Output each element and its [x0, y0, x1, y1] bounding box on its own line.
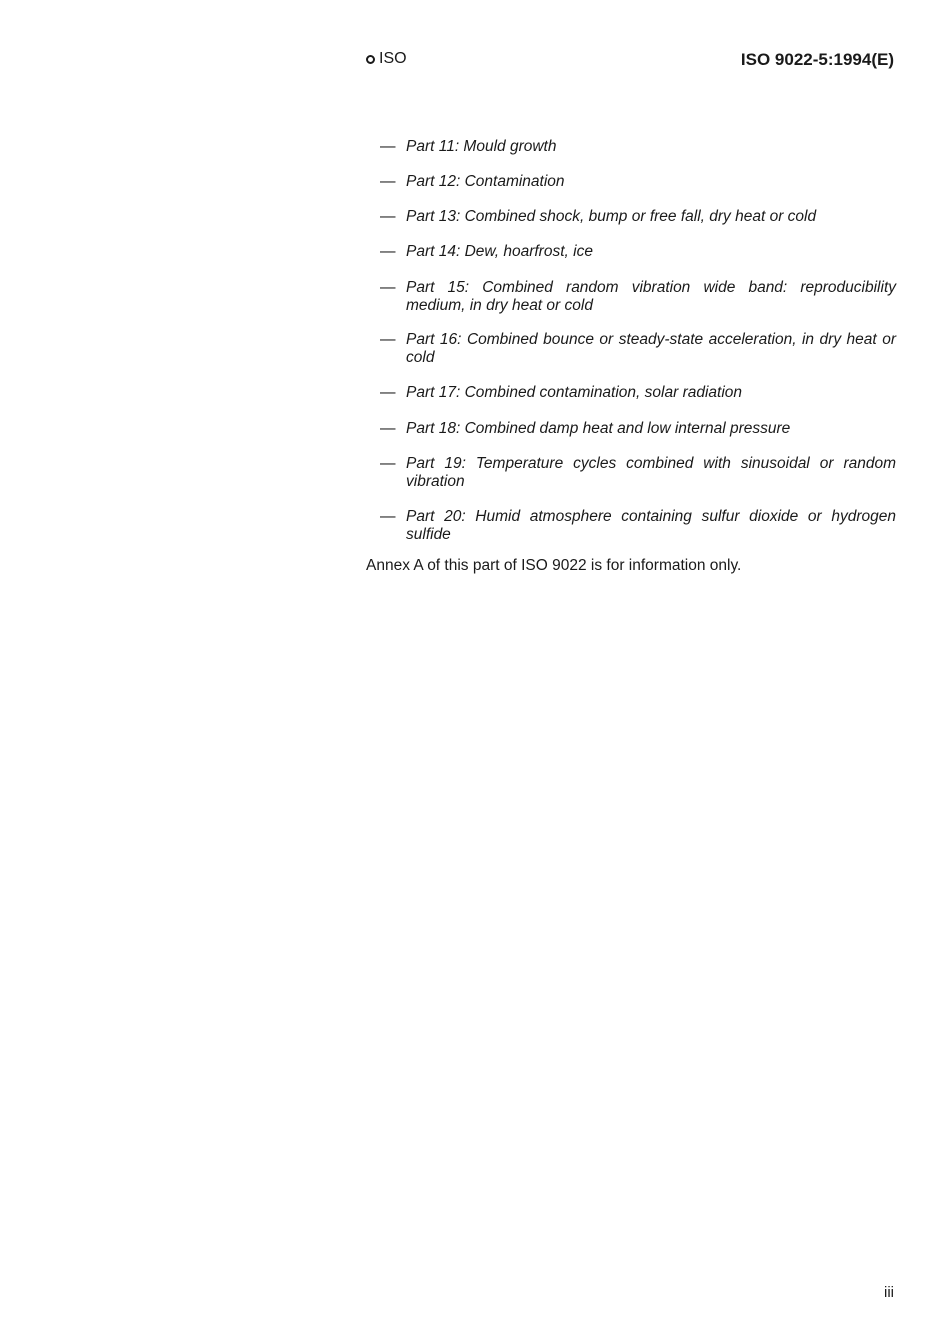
list-item — [380, 331, 896, 367]
part-title: Part 16: Combined bounce or steady-state acceleration, in dry heat or cold — [406, 331, 896, 366]
list-dash: — — [380, 331, 396, 348]
list-item — [380, 384, 896, 402]
copyright-icon — [366, 55, 375, 64]
list-dash: — — [380, 455, 396, 472]
list-item — [380, 455, 896, 491]
list-item — [380, 208, 896, 226]
list-dash: — — [380, 173, 396, 190]
list-dash: — — [380, 208, 396, 225]
part-title: Part 13: Combined shock, bump or free fall, dry heat or cold — [406, 208, 817, 225]
list-item — [380, 138, 896, 156]
part-title: Part 12: Contamination — [406, 173, 565, 190]
part-title: Part 19: Temperature cycles combined with sinusoidal or random vibration — [406, 455, 896, 490]
list-dash: — — [380, 243, 396, 260]
copyright-org: ISO — [379, 50, 407, 67]
part-title: Part 20: Humid atmosphere containing sulfur dioxide or hydrogen sulfide — [406, 508, 896, 543]
list-item — [380, 243, 896, 261]
list-dash: — — [380, 420, 396, 437]
list-item — [380, 420, 896, 438]
list-dash: — — [380, 508, 396, 525]
list-item — [380, 279, 896, 315]
annex-note: Annex A of this part of ISO 9022 is for information only. — [366, 557, 742, 574]
list-dash: — — [380, 384, 396, 401]
standard-id: ISO 9022-5:1994(E) — [740, 50, 894, 69]
part-title: Part 18: Combined damp heat and low internal pressure — [406, 420, 791, 437]
header-copyright — [366, 50, 407, 68]
list-item — [380, 508, 896, 544]
list-item — [380, 173, 896, 191]
page-number: iii — [884, 1284, 894, 1301]
list-dash: — — [380, 138, 396, 155]
part-title: Part 17: Combined contamination, solar radiation — [406, 384, 743, 401]
part-title: Part 11: Mould growth — [406, 138, 557, 155]
list-dash: — — [380, 279, 396, 296]
part-title: Part 15: Combined random vibration wide band: reproducibility medium, in dry heat or cold — [406, 279, 896, 314]
part-title: Part 14: Dew, hoarfrost, ice — [406, 243, 593, 260]
